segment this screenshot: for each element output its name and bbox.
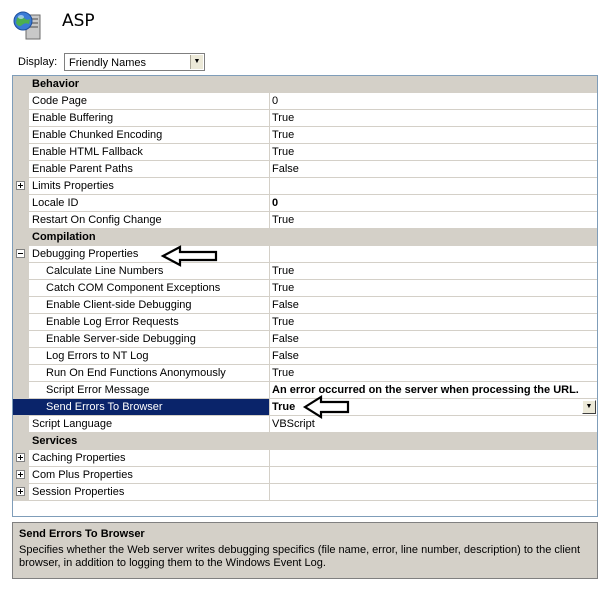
property-row-catch-com-component-exceptions[interactable] (13, 280, 597, 297)
property-label: Enable Log Error Requests (46, 316, 179, 328)
property-value: True (272, 401, 296, 413)
property-name-cell[interactable] (13, 212, 270, 229)
property-name-cell[interactable] (13, 399, 270, 416)
property-name-cell[interactable] (13, 127, 270, 144)
property-name-cell[interactable] (13, 161, 270, 178)
property-name-cell[interactable] (13, 246, 270, 263)
property-name-cell[interactable] (13, 348, 270, 365)
property-value: True (272, 282, 295, 294)
property-label: Code Page (32, 95, 88, 107)
property-name-cell[interactable] (13, 195, 270, 212)
property-name-cell[interactable] (13, 76, 269, 93)
property-name-cell[interactable] (13, 110, 270, 127)
property-label: Enable Client-side Debugging (46, 299, 192, 311)
page-header (0, 0, 609, 48)
property-name-cell[interactable] (13, 229, 269, 246)
property-value-cell (269, 433, 597, 450)
property-label: Enable Chunked Encoding (32, 129, 163, 141)
property-label: Services (32, 435, 78, 447)
property-value: False (272, 333, 299, 345)
property-value-cell (269, 76, 597, 93)
property-label: Log Errors to NT Log (46, 350, 149, 362)
property-grid[interactable] (12, 75, 598, 517)
property-value-cell (269, 229, 597, 246)
display-mode-value: Friendly Names (69, 57, 147, 69)
property-row-limits-properties[interactable] (13, 178, 597, 195)
category-row-compilation[interactable] (13, 229, 597, 246)
property-row-run-on-end-functions-anonymously[interactable] (13, 365, 597, 382)
property-label: Enable HTML Fallback (32, 146, 143, 158)
property-label: Enable Buffering (32, 112, 114, 124)
property-value-cell[interactable] (270, 484, 597, 501)
property-name-cell[interactable] (13, 331, 270, 348)
property-value: True (272, 129, 295, 141)
value-dropdown-button[interactable]: ▼ (582, 400, 596, 414)
property-name-cell[interactable] (13, 314, 270, 331)
property-value-cell[interactable] (270, 450, 597, 467)
description-title: Send Errors To Browser (19, 528, 145, 540)
description-panel (12, 522, 598, 579)
property-value: False (272, 163, 299, 175)
page-title: ASP (62, 11, 95, 31)
property-value-cell[interactable] (270, 195, 597, 212)
property-row-enable-server-side-debugging[interactable] (13, 331, 597, 348)
property-label: Script Error Message (46, 384, 150, 396)
property-label: Enable Parent Paths (32, 163, 133, 175)
property-name-cell[interactable] (13, 144, 270, 161)
property-label: Calculate Line Numbers (46, 265, 164, 277)
property-row-enable-chunked-encoding[interactable] (13, 127, 597, 144)
property-value: True (272, 316, 295, 328)
property-value-cell[interactable] (270, 297, 597, 314)
property-value: False (272, 299, 299, 311)
property-row-log-errors-to-nt-log[interactable] (13, 348, 597, 365)
property-row-code-page[interactable] (13, 93, 597, 110)
property-value-cell[interactable] (270, 331, 597, 348)
property-value-cell[interactable] (270, 144, 597, 161)
property-label: Script Language (32, 418, 113, 430)
property-row-enable-html-fallback[interactable] (13, 144, 597, 161)
globe-server-icon (12, 9, 46, 43)
property-name-cell[interactable] (13, 280, 270, 297)
property-name-cell[interactable] (13, 297, 270, 314)
property-row-session-properties[interactable] (13, 484, 597, 501)
property-name-cell[interactable] (13, 484, 270, 501)
property-value-cell[interactable] (270, 348, 597, 365)
property-value-cell[interactable] (270, 127, 597, 144)
property-row-enable-log-error-requests[interactable] (13, 314, 597, 331)
property-value-cell[interactable] (270, 246, 597, 263)
property-value: True (272, 214, 295, 226)
property-value-cell[interactable] (270, 212, 597, 229)
property-name-cell[interactable] (13, 93, 270, 110)
property-label: Run On End Functions Anonymously (46, 367, 226, 379)
property-label: Com Plus Properties (32, 469, 133, 481)
property-row-enable-parent-paths[interactable] (13, 161, 597, 178)
left-arrow-icon (160, 244, 220, 268)
property-name-cell[interactable] (13, 416, 270, 433)
property-row-com-plus-properties[interactable] (13, 467, 597, 484)
property-name-cell[interactable] (13, 263, 270, 280)
property-value: 0 (272, 197, 279, 209)
property-label: Debugging Properties (32, 248, 139, 260)
property-name-cell[interactable] (13, 433, 269, 450)
property-value-cell[interactable] (270, 178, 597, 195)
property-row-caching-properties[interactable] (13, 450, 597, 467)
property-label: Locale ID (32, 197, 79, 209)
property-row-restart-on-config-change[interactable] (13, 212, 597, 229)
property-value: True (272, 265, 295, 277)
property-name-cell[interactable] (13, 450, 270, 467)
property-value: 0 (272, 95, 279, 107)
property-label: Restart On Config Change (32, 214, 162, 226)
property-row-debugging-properties[interactable] (13, 246, 597, 263)
chevron-down-icon[interactable]: ▼ (190, 55, 203, 69)
property-value-cell[interactable] (270, 467, 597, 484)
category-row-services[interactable] (13, 433, 597, 450)
property-value-cell[interactable] (270, 280, 597, 297)
property-label: Compilation (32, 231, 96, 243)
property-value-cell[interactable] (270, 93, 597, 110)
property-row-locale-id[interactable] (13, 195, 597, 212)
property-value: True (272, 367, 295, 379)
property-value: An error occurred on the server when processing the URL. (272, 384, 579, 396)
property-value: True (272, 146, 295, 158)
property-value: True (272, 112, 295, 124)
property-label: Caching Properties (32, 452, 126, 464)
display-label: Display: (18, 56, 58, 68)
display-mode-select[interactable] (64, 53, 205, 71)
property-value-cell[interactable] (270, 161, 597, 178)
property-value: False (272, 350, 299, 362)
property-label: Enable Server-side Debugging (46, 333, 196, 345)
description-text: Specifies whether the Web server writes debugging specifics (file name, error, line number, description) to the client browser, in addition to logging them to the Windows Event Log. (19, 544, 581, 569)
left-arrow-icon (302, 394, 352, 420)
property-name-cell[interactable] (13, 178, 270, 195)
property-label: Session Properties (32, 486, 125, 498)
property-row-enable-buffering[interactable] (13, 110, 597, 127)
property-value-cell[interactable] (270, 365, 597, 382)
property-name-cell[interactable] (13, 382, 270, 399)
property-value: VBScript (272, 418, 315, 430)
property-value-cell[interactable] (270, 110, 597, 127)
property-name-cell[interactable] (13, 365, 270, 382)
property-label: Send Errors To Browser (46, 401, 163, 413)
property-row-calculate-line-numbers[interactable] (13, 263, 597, 280)
category-row-behavior[interactable] (13, 76, 597, 93)
property-label: Limits Properties (32, 180, 114, 192)
property-row-enable-client-side-debugging[interactable] (13, 297, 597, 314)
property-value-cell[interactable] (270, 263, 597, 280)
property-label: Catch COM Component Exceptions (46, 282, 221, 294)
property-name-cell[interactable] (13, 467, 270, 484)
property-value-cell[interactable] (270, 314, 597, 331)
property-label: Behavior (32, 78, 80, 90)
